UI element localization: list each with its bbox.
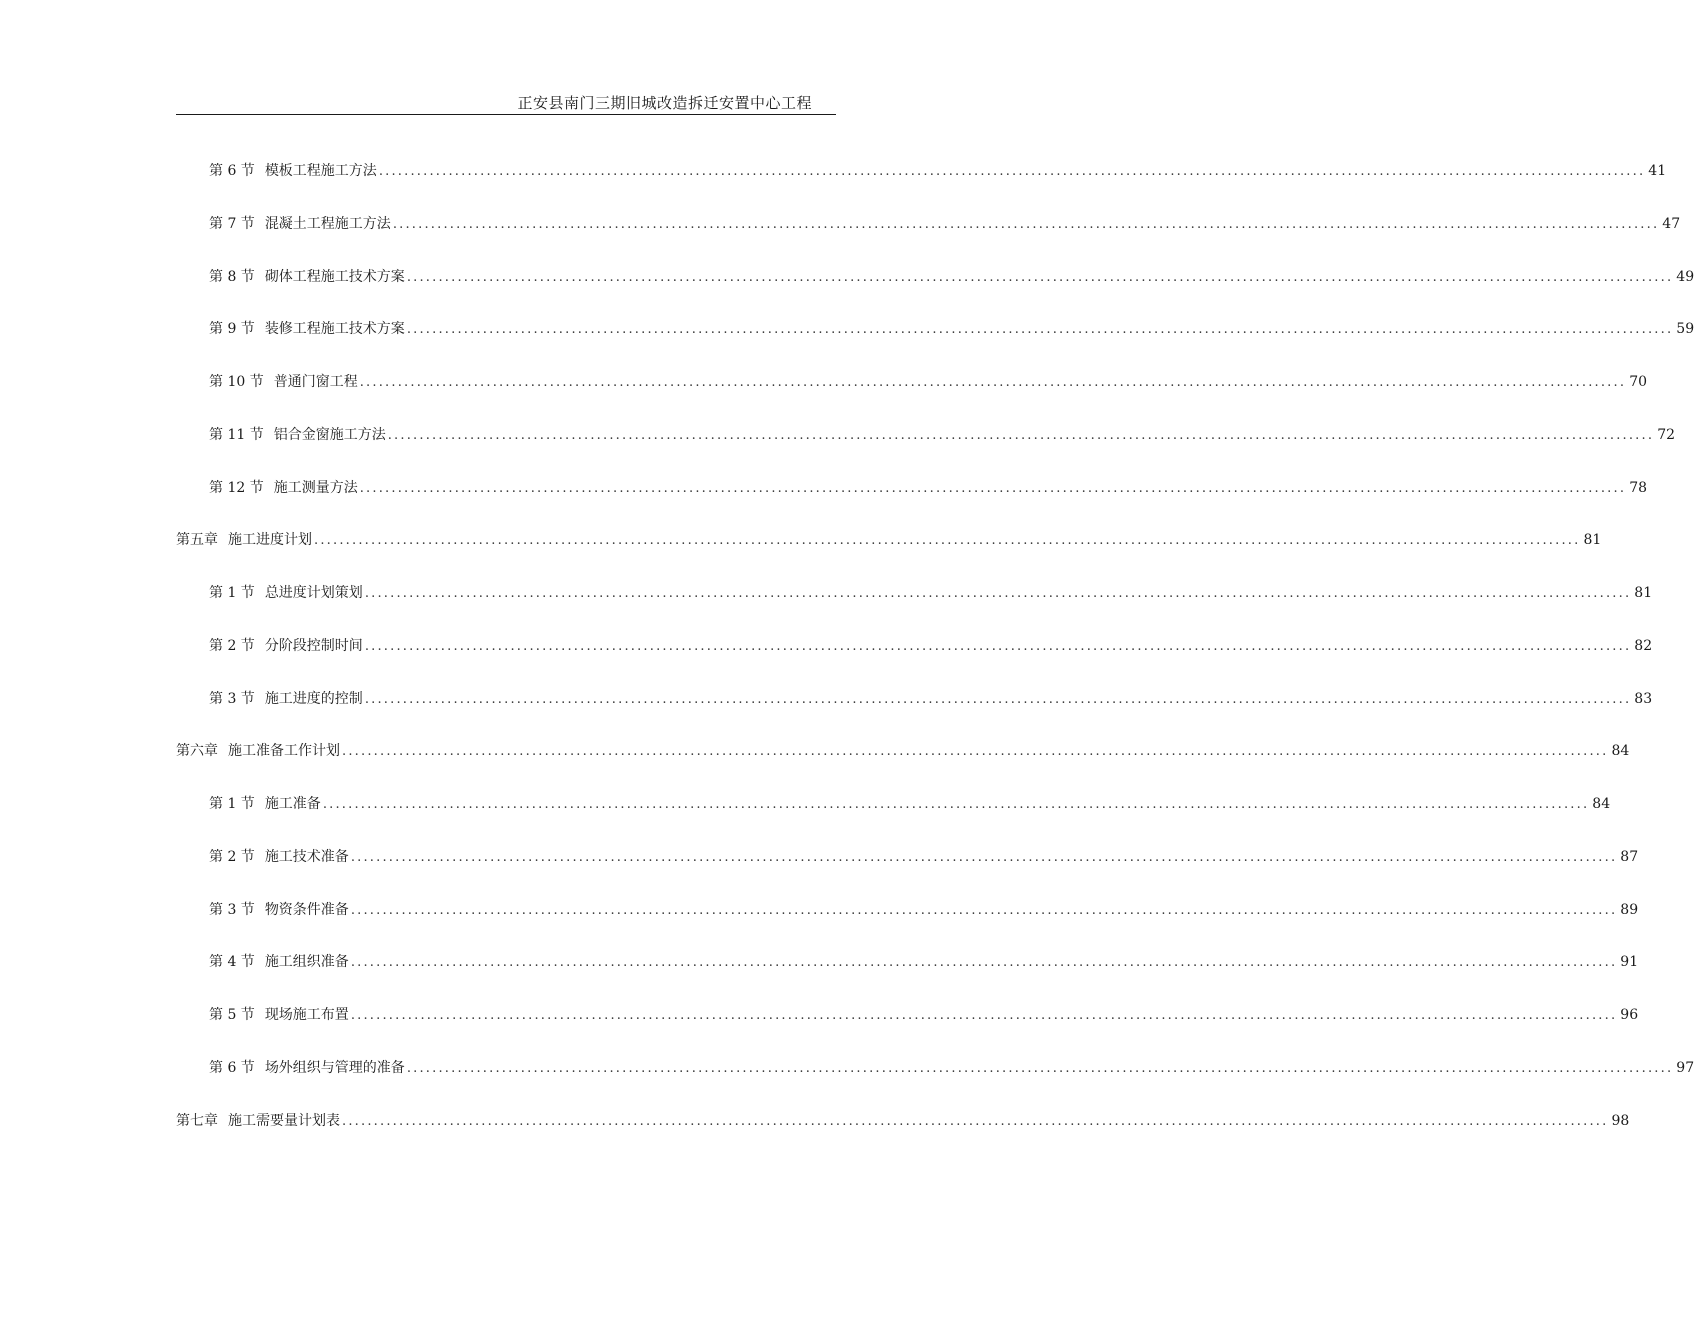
toc-page-number: 59 [1676,321,1694,338]
toc-page-number: 84 [1611,743,1630,760]
toc-dot-leader: ........................................................................................................................................................................................................ [350,849,1618,865]
toc-entry-number: 第五章 [176,532,218,549]
toc-section-entry[interactable] [209,266,1694,288]
toc-section-entry[interactable] [209,424,1676,446]
toc-entry-title: 施工组织准备 [264,954,349,971]
toc-entry-number: 第 2 节 [209,848,255,865]
toc-entry-number: 第 10 节 [209,374,264,390]
toc-entry-number: 第 1 节 [209,585,255,601]
toc-entry-number: 第 4 节 [209,954,255,971]
document-title: 正安县南门三期旧城改造拆迁安置中心工程 [517,94,812,112]
toc-page-number: 81 [1634,585,1653,601]
toc-entry-title: 施工进度的控制 [264,690,363,707]
toc-entry-number: 第 1 节 [209,796,255,812]
toc-page-number: 97 [1676,1059,1694,1076]
toc-entry-title: 模板工程施工方法 [264,163,377,179]
toc-page-number: 70 [1629,374,1648,390]
toc-section-entry[interactable] [209,582,1653,604]
toc-entry-title: 普通门窗工程 [273,374,358,390]
toc-dot-leader: ........................................................................................................................................................................................................ [406,269,1674,285]
toc-entry-number: 第 2 节 [209,637,255,654]
toc-chapter-entry[interactable] [176,1110,1630,1132]
toc-page-number: 47 [1662,215,1681,232]
toc-section-entry[interactable] [209,1057,1694,1079]
toc-chapter-entry[interactable] [176,740,1630,762]
toc-entry-number: 第 12 节 [209,479,264,496]
toc-page-number: 84 [1592,796,1611,812]
toc-entry-title: 砌体工程施工技术方案 [264,268,405,285]
toc-dot-leader: ........................................................................................................................................................................................................ [392,216,1660,232]
toc-entry-number: 第 6 节 [209,163,255,179]
toc-dot-leader: ........................................................................................................................................................................................................ [350,955,1618,971]
toc-entry-title: 施工准备 [264,796,321,812]
toc-entry-number: 第 5 节 [209,1007,255,1023]
toc-page-number: 91 [1620,954,1639,971]
toc-entry-title: 施工技术准备 [264,848,349,865]
toc-entry-number: 第 8 节 [209,268,255,285]
toc-dot-leader: ........................................................................................................................................................................................................ [314,533,1581,549]
toc-section-entry[interactable] [209,477,1648,499]
toc-section-entry[interactable] [209,793,1611,815]
toc-entry-number: 第六章 [176,743,218,760]
toc-entry-title: 施工准备工作计划 [228,743,340,760]
toc-dot-leader: ........................................................................................................................................................................................................ [342,744,1609,760]
toc-page-number: 72 [1657,426,1676,443]
toc-page-number: 78 [1629,479,1648,496]
toc-entry-number: 第 11 节 [209,426,264,443]
toc-section-entry[interactable] [209,160,1667,182]
toc-dot-leader: ........................................................................................................................................................................................................ [364,586,1632,601]
toc-section-entry[interactable] [209,635,1653,657]
toc-chapter-entry[interactable] [176,529,1602,551]
toc-entry-title: 装修工程施工技术方案 [264,321,405,338]
toc-entry-number: 第 3 节 [209,690,255,707]
toc-section-entry[interactable] [209,1004,1639,1026]
toc-entry-title: 物资条件准备 [264,901,349,918]
toc-entry-title: 现场施工布置 [264,1007,349,1023]
toc-page-number: 98 [1611,1112,1630,1129]
toc-dot-leader: ........................................................................................................................................................................................................ [364,691,1632,707]
toc-entry-title: 场外组织与管理的准备 [264,1059,405,1076]
toc-entry-number: 第七章 [176,1112,218,1129]
toc-dot-leader: ........................................................................................................................................................................................................ [387,427,1655,443]
toc-page-number: 96 [1620,1007,1639,1023]
toc-entry-title: 铝合金窗施工方法 [273,426,386,443]
toc-entry-title: 施工需要量计划表 [228,1112,340,1129]
toc-section-entry[interactable] [209,318,1694,340]
toc-section-entry[interactable] [209,213,1681,235]
toc-entry-title: 分阶段控制时间 [264,637,363,654]
toc-dot-leader: ........................................................................................................................................................................................................ [350,1008,1618,1023]
toc-page-number: 89 [1620,901,1639,918]
toc-page-number: 81 [1583,532,1602,549]
toc-entry-title: 施工进度计划 [228,532,312,549]
toc-section-entry[interactable] [209,371,1648,393]
toc-page-number: 49 [1676,268,1694,285]
toc-entry-title: 总进度计划策划 [264,585,363,601]
toc-page-number: 41 [1648,163,1667,179]
toc-entry-number: 第 6 节 [209,1059,255,1076]
toc-section-entry[interactable] [209,899,1639,921]
toc-dot-leader: ........................................................................................................................................................................................................ [342,1113,1609,1129]
toc-dot-leader: ........................................................................................................................................................................................................ [359,375,1627,390]
toc-dot-leader: ........................................................................................................................................................................................................ [322,797,1590,812]
toc-entry-number: 第 7 节 [209,215,255,232]
toc-entry-number: 第 9 节 [209,321,255,338]
toc-entry-number: 第 3 节 [209,901,255,918]
toc-section-entry[interactable] [209,846,1639,868]
toc-entry-title: 混凝土工程施工方法 [264,215,391,232]
toc-page-number: 83 [1634,690,1653,707]
toc-dot-leader: ........................................................................................................................................................................................................ [406,1060,1674,1076]
toc-dot-leader: ........................................................................................................................................................................................................ [406,322,1674,338]
toc-dot-leader: ........................................................................................................................................................................................................ [350,902,1618,918]
toc-dot-leader: ........................................................................................................................................................................................................ [378,164,1646,179]
toc-page-number: 87 [1620,848,1639,865]
toc-entry-title: 施工测量方法 [273,479,358,496]
toc-section-entry[interactable] [209,951,1639,973]
toc-page-number: 82 [1634,637,1653,654]
toc-section-entry[interactable] [209,688,1653,710]
toc-dot-leader: ........................................................................................................................................................................................................ [364,638,1632,654]
toc-dot-leader: ........................................................................................................................................................................................................ [359,480,1627,496]
